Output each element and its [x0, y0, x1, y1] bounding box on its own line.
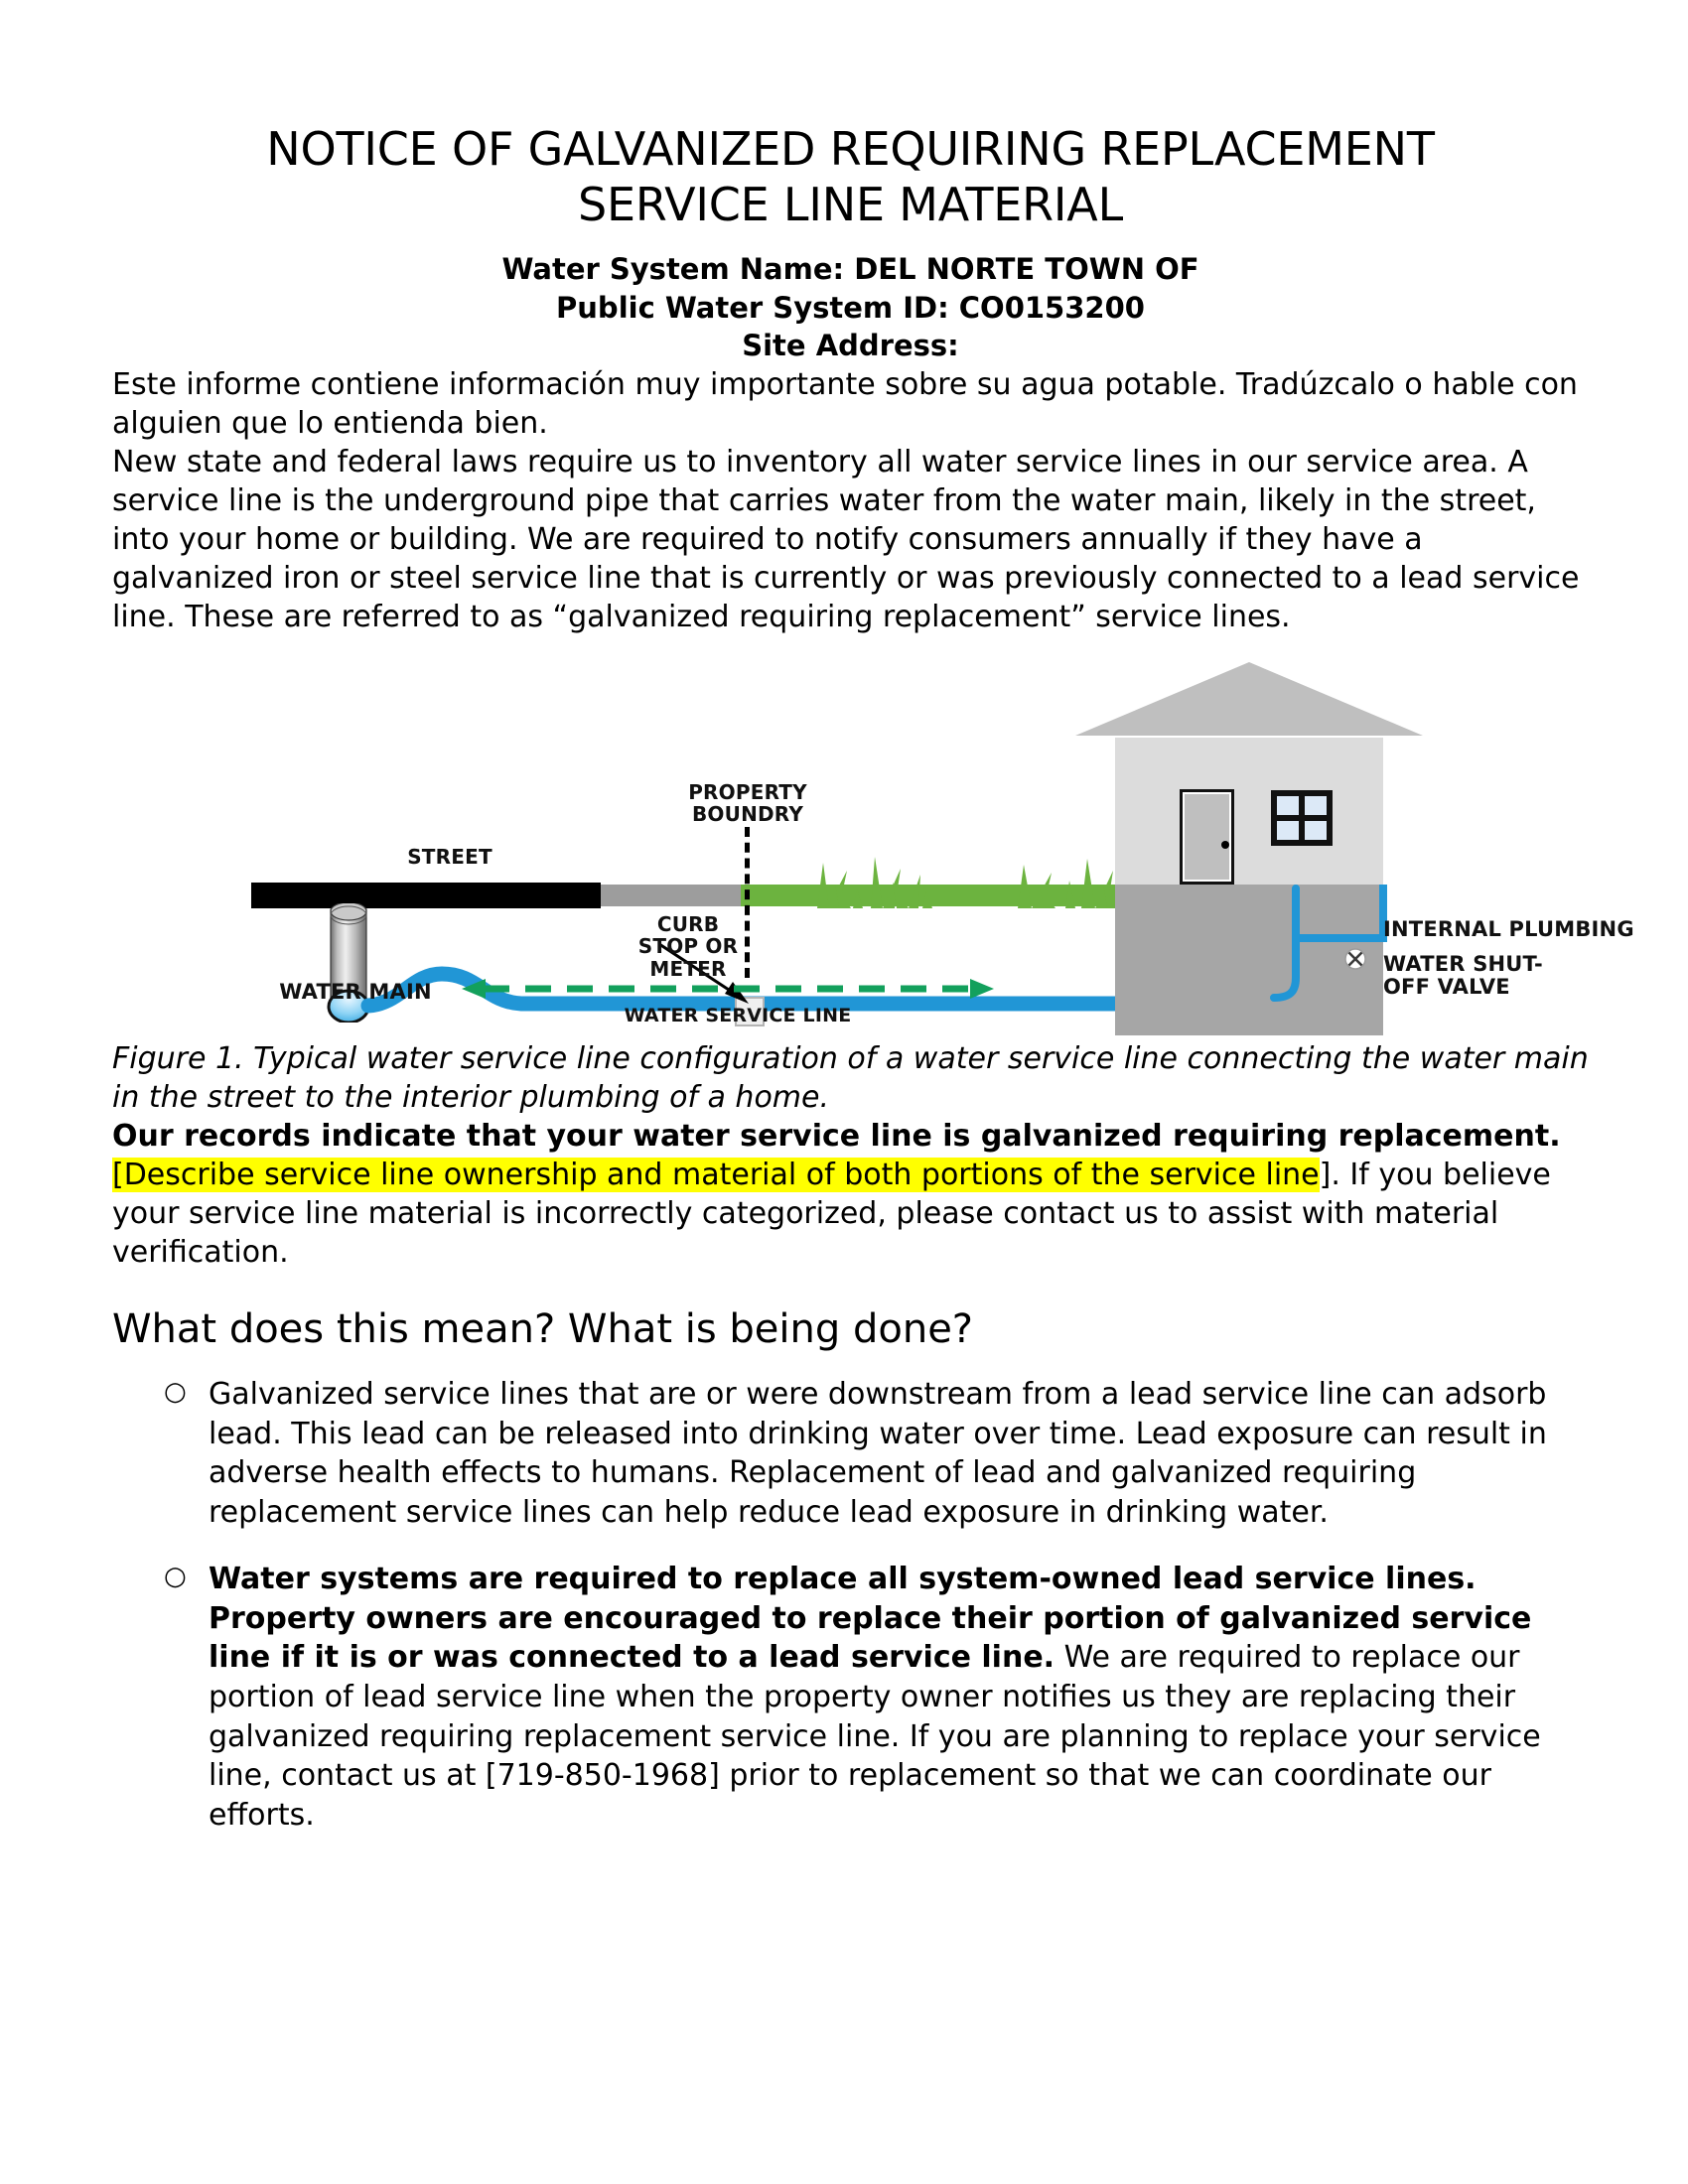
label-curb-line2: STOP OR [637, 934, 739, 959]
page-title [112, 0, 1589, 232]
bullet-marker-icon: ○ [164, 1376, 187, 1407]
bullet-2-plain-text: We are required to replace our portion of lead service line when the property owner notifies us they are replacing their galvanized requiring replacement service line. If you are planning to replace your service line, contact us at [719-850-1968] prior to replacement so that we can coordinate our efforts. [209, 1640, 1541, 1833]
service-line-diagram [251, 650, 1634, 1026]
label-curb-stop-or-meter [594, 913, 782, 980]
list-item [112, 1375, 1589, 1532]
label-property-boundary-line2: BOUNDRY [691, 802, 803, 827]
label-internal-plumbing: INTERNAL PLUMBING [1383, 916, 1634, 941]
house-wall [1115, 738, 1383, 885]
records-bold-sentence: Our records indicate that your water service line is galvanized requiring replacement. [112, 1118, 1561, 1154]
label-street: STREET [407, 844, 492, 869]
site-address: Site Address: [742, 329, 959, 363]
explanation-bullet-list [112, 1375, 1589, 1836]
label-water-service-line: WATER SERVICE LINE [624, 1004, 852, 1026]
document-content [112, 0, 1634, 1862]
figure-container [112, 650, 1634, 1026]
window-mullion-horizontal [1271, 815, 1333, 821]
label-water-main: WATER MAIN [279, 979, 432, 1004]
intro-paragraph: New state and federal laws require us to inventory all water service lines in our service area. A service line is the underground pipe that carries water from the water main, likely in the street, into your home or building. We are required to notify consumers annually if they have a galvanized iron or steel service line that is currently or was previously connected to a lead service line. These are referred to as “galvanized requiring replacement” service lines. [112, 444, 1580, 634]
records-paragraph [112, 1117, 1589, 1272]
house-roof [1075, 660, 1423, 740]
label-water-shutoff-valve [1383, 953, 1631, 1000]
label-curb-line3: METER [649, 956, 727, 981]
subtitle-block [112, 250, 1589, 365]
label-property-boundary-line1: PROPERTY [688, 779, 807, 804]
water-system-name: Water System Name: DEL NORTE TOWN OF [501, 252, 1199, 287]
label-shutoff-line1: WATER SHUT- [1383, 951, 1543, 976]
bullet-2-bold-text: Water systems are required to replace all system-owned lead service lines. Property owners are encouraged to replace their portion of galvanized service line if it is or was connected to a lead service line. [209, 1562, 1532, 1676]
bullet-1-text: Galvanized service lines that are or were downstream from a lead service line can adsorb lead. This lead can be released into drinking water over time. Lead exposure can result in adverse health effects to humans. Replacement of lead and galvanized requiring replacement service lines can help reduce lead exposure in drinking water. [209, 1376, 1547, 1530]
title-line-2: SERVICE LINE MATERIAL [577, 178, 1123, 232]
shut-off-valve-icon [1343, 947, 1367, 971]
label-curb-line1: CURB [656, 911, 720, 936]
list-item [112, 1560, 1589, 1835]
figure-caption: Figure 1. Typical water service line configuration of a water service line connecting the water main in the street to the interior plumbing of a home. [112, 1040, 1589, 1115]
records-tail-text: ]. If you believe your service line material is incorrectly categorized, please contact us to assist with material verification. [112, 1157, 1551, 1270]
label-shutoff-line2: OFF VALVE [1383, 975, 1510, 1000]
spanish-notice-paragraph: Este informe contiene información muy importante sobre su agua potable. Tradúzcalo o hable con alguien que lo entienda bien. [112, 366, 1578, 441]
house-door [1180, 789, 1234, 885]
label-property-boundary [648, 781, 847, 826]
door-knob-icon [1221, 841, 1229, 849]
internal-plumbing-pipe [1105, 879, 1423, 1037]
section-heading-what-does-this-mean: What does this mean? What is being done? [112, 1305, 974, 1352]
bullet-marker-icon: ○ [164, 1562, 187, 1592]
public-water-system-id: Public Water System ID: CO0153200 [556, 290, 1145, 325]
title-line-1: NOTICE OF GALVANIZED REQUIRING REPLACEMENT [266, 122, 1435, 176]
records-highlighted-placeholder: [Describe service line ownership and material of both portions of the service line [112, 1157, 1320, 1192]
